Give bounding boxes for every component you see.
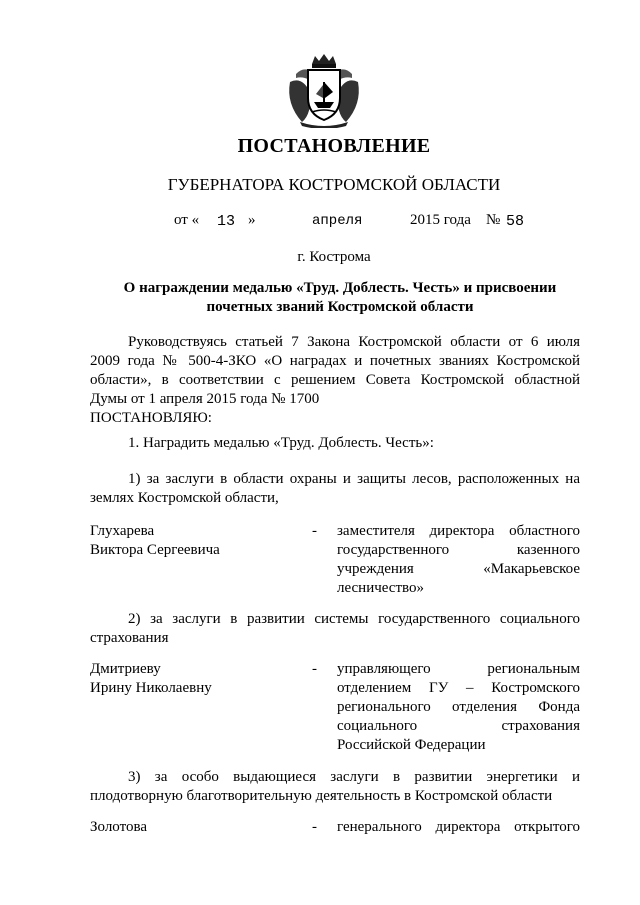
date-month: апреля	[312, 213, 363, 229]
heading-line: почетных званий Костромской области	[206, 299, 474, 315]
position-line: учреждения «Макарьевское	[337, 561, 580, 577]
section-line: 2) за заслуги в развитии системы государственного социального	[128, 611, 580, 627]
awardee-1-dash: -	[312, 523, 317, 539]
name-line: Ирину Николаевну	[90, 680, 212, 696]
awardee-3-name	[90, 818, 290, 837]
awardee-2-position	[337, 660, 580, 755]
document-city: г. Кострома	[297, 249, 371, 265]
position-line: социального страхования	[337, 718, 580, 734]
preamble-line: Думы от 1 апреля 2015 года № 1700	[90, 391, 320, 407]
section-line: страхования	[90, 630, 169, 646]
awardee-3-dash: -	[312, 819, 317, 835]
name-line: Виктора Сергеевича	[90, 542, 220, 558]
section-3-text	[90, 768, 580, 806]
date-close-quote: »	[248, 212, 256, 228]
coat-of-arms-icon	[282, 52, 366, 128]
heading-line: О награждении медалью «Труд. Доблесть. Честь» и присвоении	[123, 280, 557, 296]
awardee-2-name	[90, 660, 290, 698]
document-heading	[100, 279, 580, 317]
position-line: Российской Федерации	[337, 737, 486, 753]
awardee-1-position	[337, 522, 580, 598]
name-line: Золотова	[90, 819, 148, 835]
preamble-line: 2009 года № 500-4-ЗКО «О наградах и почетных званиях Костромской	[90, 353, 580, 369]
section-2-text	[90, 610, 580, 648]
awardee-1-name	[90, 522, 290, 560]
position-line: генерального директора открытого	[337, 819, 580, 835]
section-line: землях Костромской области,	[90, 490, 279, 506]
item-1: 1. Наградить медалью «Труд. Доблесть. Честь»:	[128, 435, 434, 451]
date-prefix: от «	[174, 212, 200, 228]
name-line: Глухарева	[90, 523, 155, 539]
document-number: 58	[506, 213, 525, 230]
date-day: 13	[217, 213, 236, 230]
date-line	[0, 212, 640, 234]
position-line: отделением ГУ – Костромского	[337, 680, 580, 696]
position-line: государственного казенного	[337, 542, 580, 558]
position-line: лесничество»	[337, 580, 424, 596]
preamble-line: Руководствуясь статьей 7 Закона Костромской области от 6 июля	[128, 334, 580, 350]
date-year: 2015 года	[410, 212, 471, 228]
awardee-2-dash: -	[312, 661, 317, 677]
decree-word: ПОСТАНОВЛЯЮ:	[90, 410, 212, 426]
section-1-text	[90, 470, 580, 508]
section-line: 1) за заслуги в области охраны и защиты лесов, расположенных на	[128, 471, 580, 487]
document-issuer: ГУБЕРНАТОРА КОСТРОМСКОЙ ОБЛАСТИ	[167, 175, 501, 194]
position-line: управляющего региональным	[337, 661, 580, 677]
preamble-line: области», в соответствии с решением Совета Костромской областной	[90, 372, 580, 388]
position-line: заместителя директора областного	[337, 523, 580, 539]
preamble	[90, 333, 580, 428]
position-line: регионального отделения Фонда	[337, 699, 580, 715]
name-line: Дмитриеву	[90, 661, 161, 677]
awardee-3-position	[337, 818, 580, 837]
number-sign: №	[486, 212, 501, 228]
document-title: ПОСТАНОВЛЕНИЕ	[237, 135, 431, 157]
section-line: 3) за особо выдающиеся заслуги в развитии энергетики и	[128, 769, 580, 785]
section-line: плодотворную благотворительную деятельность в Костромской области	[90, 788, 553, 804]
